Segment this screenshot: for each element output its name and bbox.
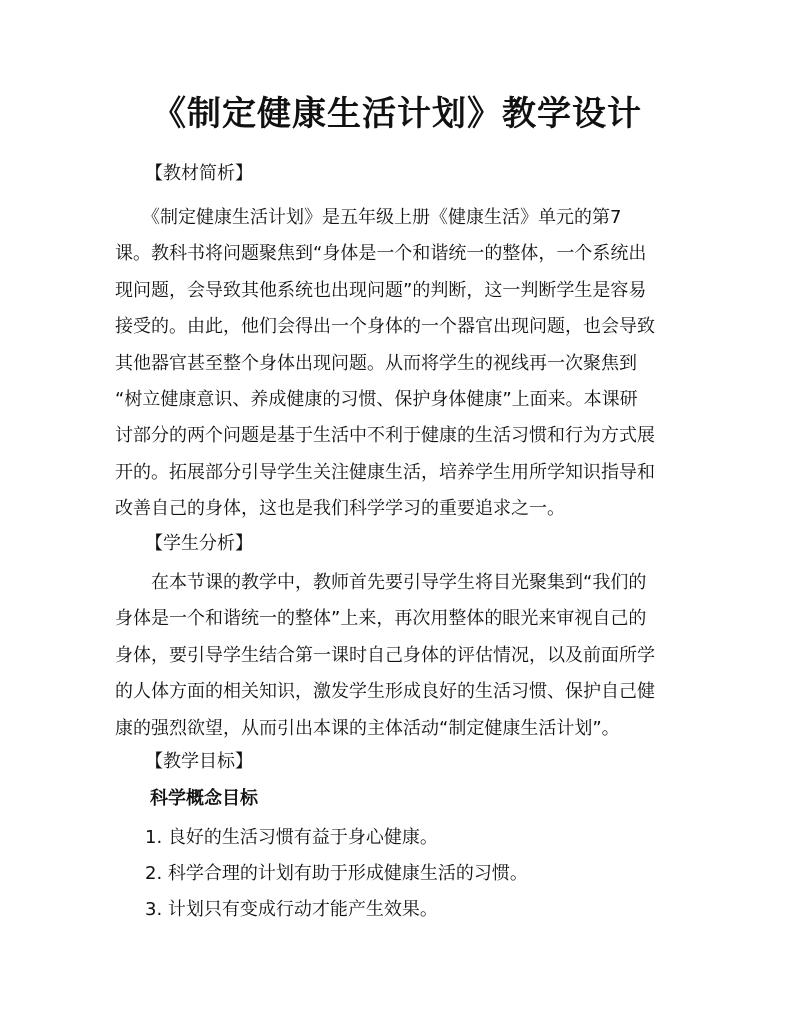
materials-heading: 【教材简析】 <box>145 163 253 184</box>
students-paragraph: 在本节课的教学中，教师首先要引导学生将目光聚集到“我们的 身体是一个和谐统一的整体”上来，再次用整体的眼光来审视自己的 身体，要引导学生结合第一课时自己身体的评估情况，以及前面所学 的人体方面的相关知识，激发学生形成良好的生活习惯、保护自己健 康的强烈欲望，从而引出本课的主体活动“制定健康生活计划”。 <box>115 572 655 739</box>
concept-goals-list <box>145 820 528 928</box>
materials-paragraph: 《制定健康生活计划》是五年级上册《健康生活》单元的第7 课。教科书将问题聚焦到“身体是一个和谐统一的整体，一个系统出 现问题，会导致其他系统也出现问题”的判断，这一判断学生是容易 接受的。由此，他们会得出一个身体的一个器官出现问题，也会导致 其他器官甚至整个身体出现问题。从而将学生的视线再一次聚焦到 “树立健康意识、养成健康的习惯、保护身体健康”上面来。本课研 讨部分的两个问题是基于生活中不利于健康的生活习惯和行为方式展 开的。拓展部分引导学生关注健康生活，培养学生用所学知识指导和 改善自己的身体，这也是我们科学学习的重要追求之一。 <box>115 207 655 520</box>
concept-goals-subheading: 科学概念目标 <box>150 788 258 809</box>
goals-heading: 【教学目标】 <box>145 751 253 772</box>
document-title: 《制定健康生活计划》教学设计 <box>152 94 642 134</box>
list-item: 1. 良好的生活习惯有益于身心健康。 <box>145 827 438 848</box>
list-item: 3. 计划只有变成行动才能产生效果。 <box>145 899 438 920</box>
students-heading: 【学生分析】 <box>145 533 253 554</box>
list-item: 2. 科学合理的计划有助于形成健康生活的习惯。 <box>145 863 528 884</box>
